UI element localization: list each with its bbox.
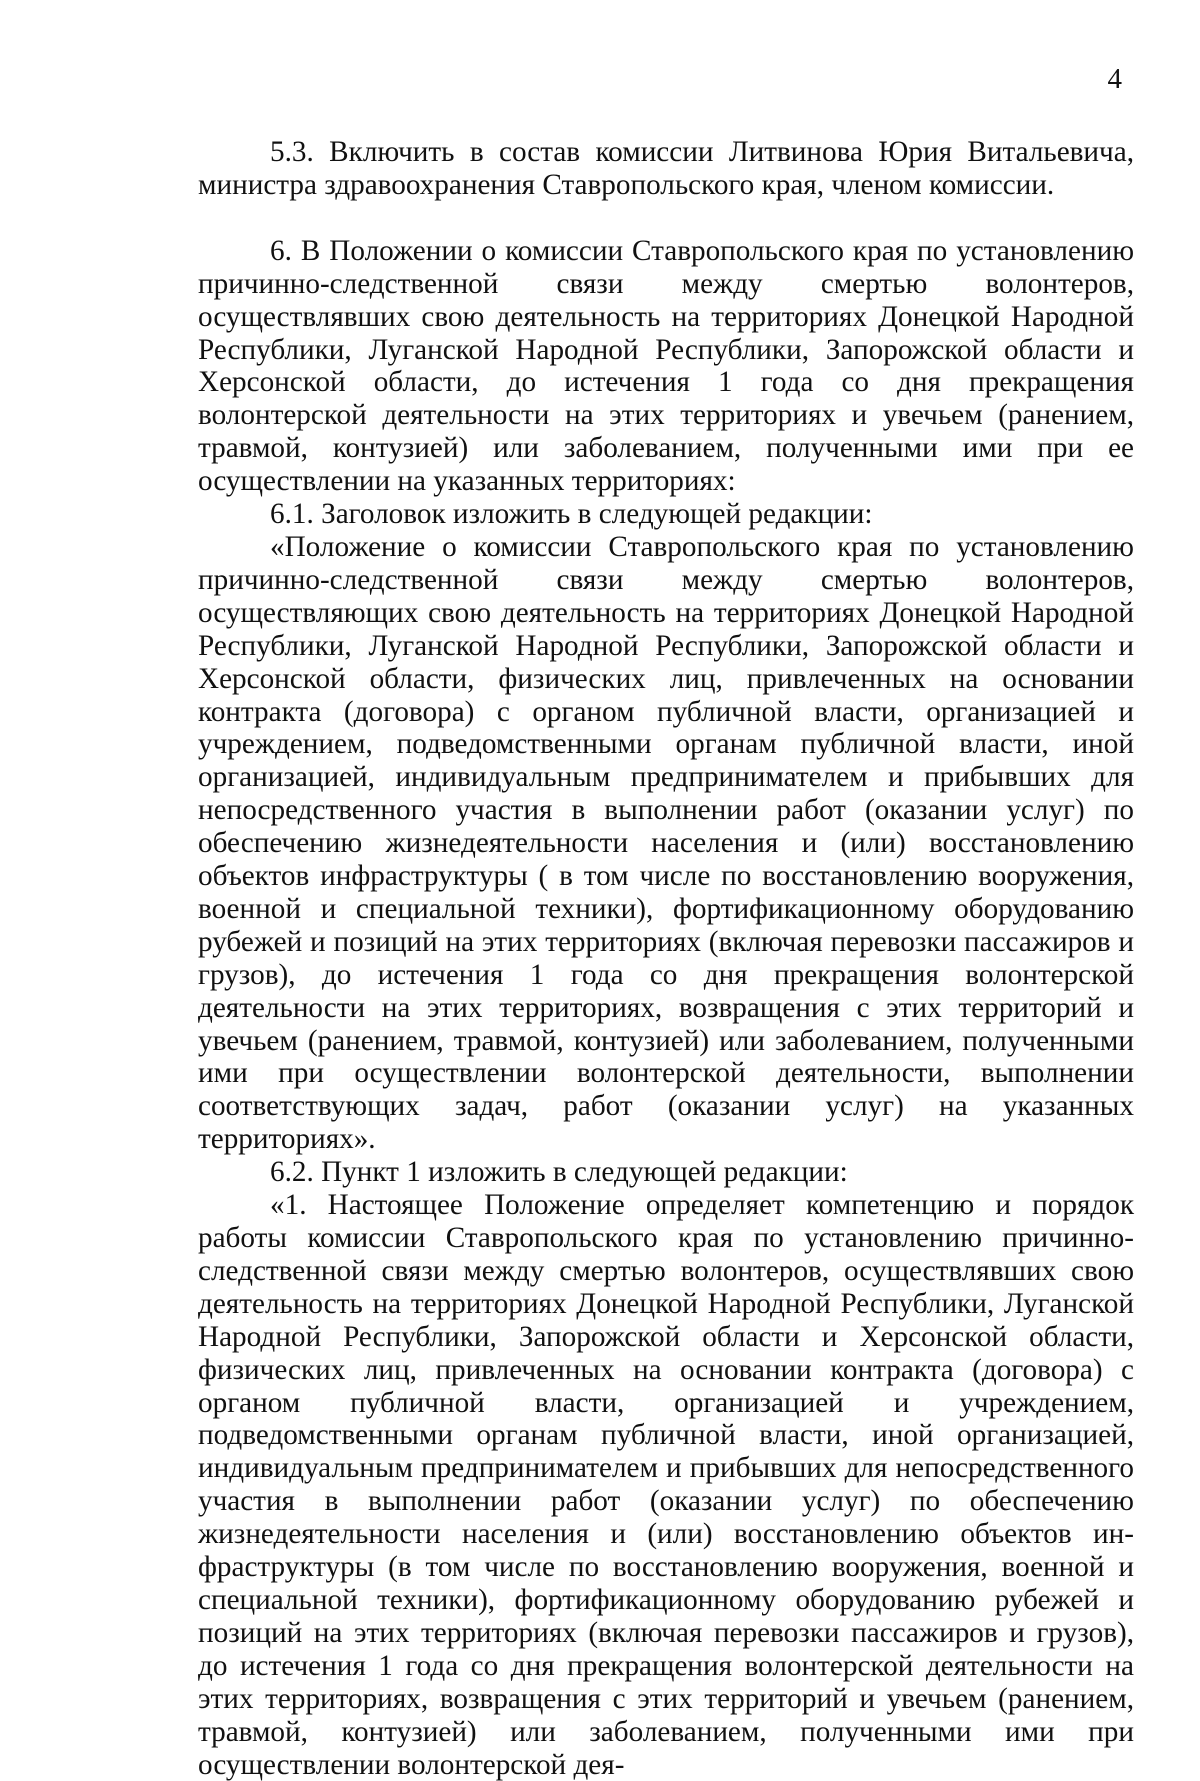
paragraph-6-1: 6.1. Заголовок изложить в следующей редакции:	[270, 498, 873, 531]
page-number: 4	[1107, 63, 1122, 95]
paragraph-6-2-item-1-quote: «1. Настоящее Положение определяет компетенцию и порядок работы комиссии Ставропольского края по установлению причинно-следственной связи между смертью волонтеров, осуществлявших свою деятельность на территориях Донецкой Народной Республики, Луганской Народной Республики, Запорожской области и Херсонской области, физических лиц, привлеченных на основании контракта (договора) с органом публичной власти, организацией и учреждением, подведомственными органам публичной власти, иной организацией, индивидуальным предпринимателем и прибывших для непосредственного участия в выполнении работ (оказании услуг) по обеспечению жизнедеятельности населения и (или) восстановлению объектов инфраструктуры (в том числе по восстановлению вооружения, военной и специальной техники), фортификационному оборудованию рубежей и позиций на этих территориях (включая перевозки пассажиров и грузов), до истечения 1 года со дня прекращения волонтерской деятельности на этих территориях, возвращения с этих территорий и увечьем (ранением, травмой, контузией) или заболеванием, полученными ими при осуществлении волонтерской дея-	[198, 1189, 1134, 1781]
document-body	[198, 136, 1134, 1781]
paragraph-6-1-title-quote: «Положение о комиссии Ставропольского края по установлению причинно-следственной связи между смертью волонтеров, осуществляющих свою деятельность на территориях Донецкой Народной Республики, Луганской Народной Республики, Запорожской области и Херсонской области, физических лиц, привлеченных на основании контракта (договора) с органом публичной власти, организацией и учреждением, подведомственными органам публичной власти, иной организацией, индивидуальным предпринимателем и прибывших для непосредственного участия в выполнении работ (оказании услуг) по обеспечению жизнедеятельности населения и (или) восстановлению объектов инфраструктуры ( в том числе по восстановлению вооружения, военной и специальной техники), фортификационному оборудованию рубежей и позиций на этих территориях (включая перевозки пассажиров и грузов), до истечения 1 года со дня прекращения волонтерской деятельности на этих территориях, возвращения с этих территорий и увечьем (ранением, травмой, контузией) или заболеванием, полученными ими при осуществлении волонтерской деятельности, выполнении соответствующих задач, работ (оказании услуг) на указанных территориях».	[198, 530, 1134, 1156]
paragraph-6: 6. В Положении о комиссии Ставропольского края по установлению причинно-следственной связи между смертью волонтеров, осуществлявших свою деятельность на территориях Донецкой Народной Республики, Луганской Народной Республики, Запорожской области и Херсонской области, до истечения 1 года со дня прекращения волонтерской деятельности на этих территориях и увечьем (ранением, травмой, контузией) или заболеванием, полученными ими при ее осуществлении на указанных территориях:	[198, 234, 1134, 498]
paragraph-6-2: 6.2. Пункт 1 изложить в следующей редакции:	[270, 1156, 848, 1189]
paragraph-5-3: 5.3. Включить в состав комиссии Литвинова Юрия Витальевича, министра здравоохранения Ставропольского края, членом комиссии.	[198, 136, 1134, 201]
